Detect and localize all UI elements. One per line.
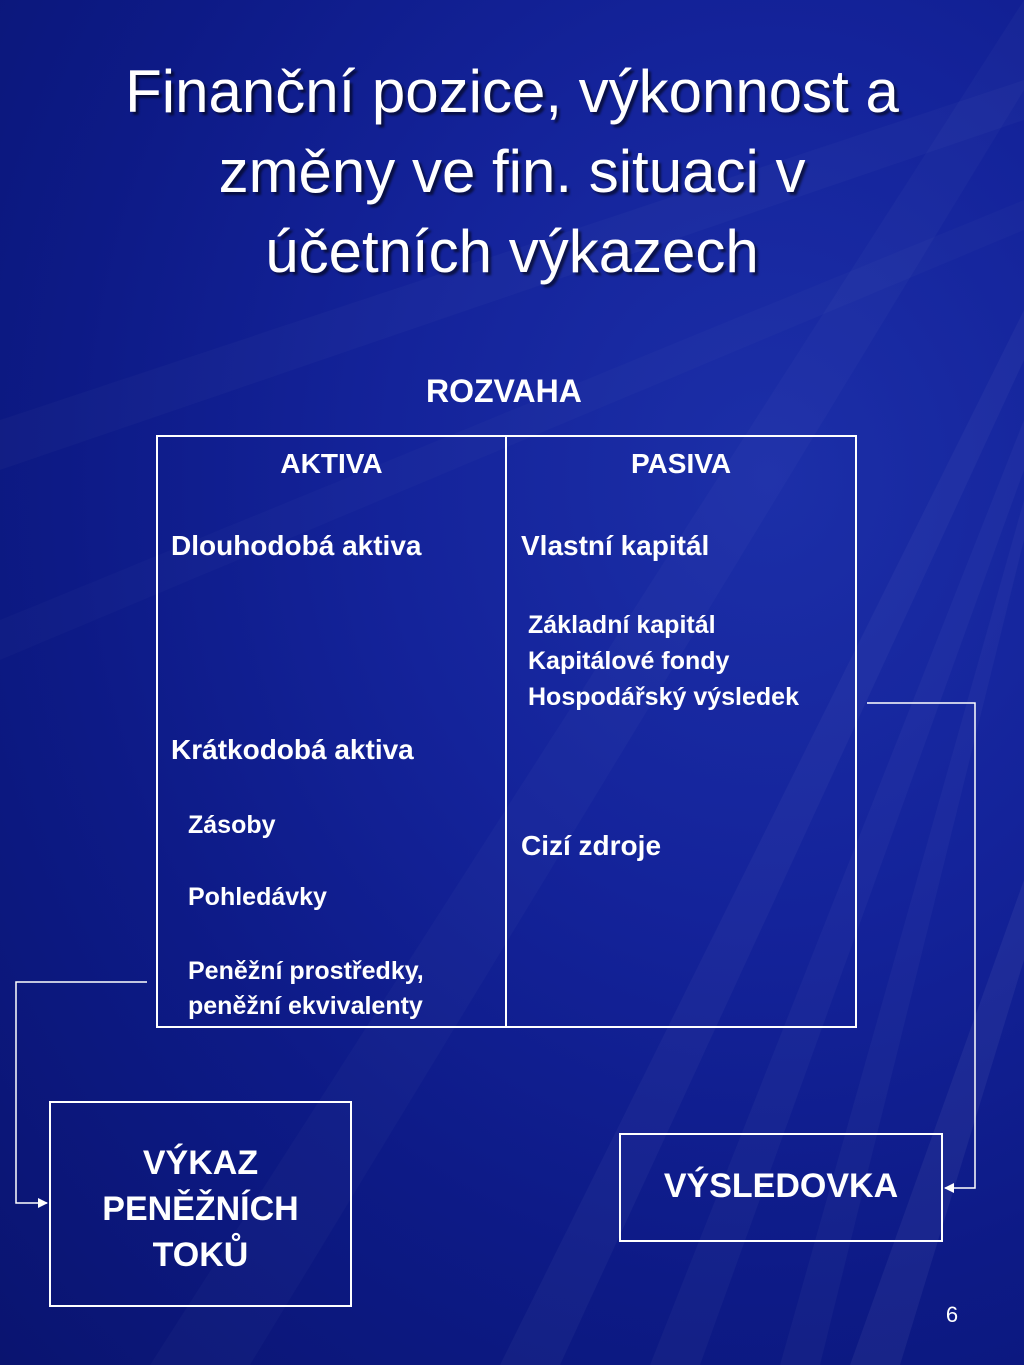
title-line: změny ve fin. situaci v	[218, 138, 806, 205]
equity-item-funds: Kapitálové fondy	[528, 647, 730, 675]
column-divider	[505, 435, 507, 1028]
assets-header: AKTIVA	[280, 448, 383, 479]
balance-sheet-heading: ROZVAHA	[426, 373, 582, 409]
asset-item-inventory: Zásoby	[188, 811, 276, 839]
asset-item-receivables: Pohledávky	[188, 883, 327, 911]
income-statement-label: VÝSLEDOVKA	[663, 1167, 899, 1205]
cash-flow-line: TOKŮ	[152, 1236, 249, 1274]
equity: Vlastní kapitál	[521, 530, 710, 561]
cash-flow-line: PENĚŽNÍCH	[102, 1190, 299, 1228]
liabilities-header: PASIVA	[630, 448, 732, 479]
cash-flow-label	[51, 1140, 350, 1278]
short-term-assets: Krátkodobá aktiva	[171, 734, 414, 765]
cash-flow-line: VÝKAZ	[142, 1144, 259, 1182]
slide-title	[40, 52, 984, 292]
asset-item-cash-equivalents: peněžní ekvivalenty	[188, 992, 423, 1020]
equity-item-profit: Hospodářský výsledek	[528, 683, 799, 711]
title-line: účetních výkazech	[265, 218, 759, 285]
asset-item-cash: Peněžní prostředky,	[188, 957, 424, 985]
equity-item-capital: Základní kapitál	[528, 611, 716, 639]
long-term-assets: Dlouhodobá aktiva	[171, 530, 422, 561]
foreign-sources: Cizí zdroje	[521, 830, 662, 861]
page-number: 6	[945, 1302, 959, 1327]
title-line: Finanční pozice, výkonnost a	[125, 58, 899, 125]
